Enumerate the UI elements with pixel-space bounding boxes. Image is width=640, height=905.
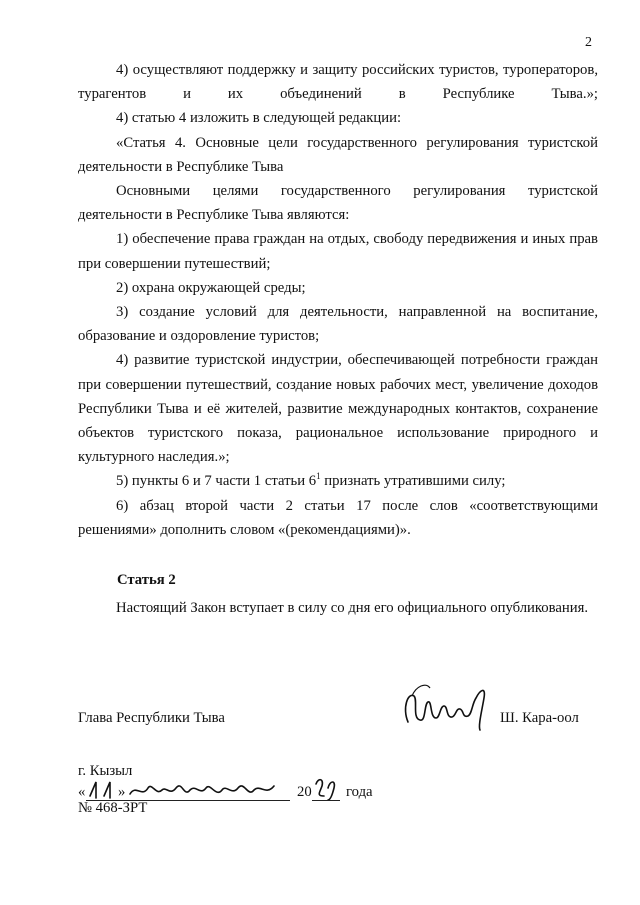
paragraph: Основными целями государственного регулирования туристской деятельности в Республике Тыва являются: [78, 183, 598, 224]
repeal-text: 5) пункты 6 и 7 части 1 статьи 6 [116, 473, 317, 490]
signatory-title: Глава Республики Тыва [78, 710, 225, 726]
paragraph: 4) развитие туристской индустрии, обеспечивающей потребности граждан при совершении путешествий, создание новых рабочих мест, увеличение доходов Республики Тыва и её жителей, развитие международных контактов, сохранение объектов туристского показа, рациональное использование природного и культурного наследия.»; [78, 352, 598, 466]
enactment-text: Настоящий Закон вступает в силу со дня его официального опубликования. [116, 600, 589, 616]
enactment-clause [78, 596, 598, 620]
year-prefix: 20 [297, 784, 312, 800]
paragraph: 2) охрана окружающей среды; [116, 279, 306, 296]
date-open-quote: « [78, 784, 86, 800]
paragraph: «Статья 4. Основные цели государственного регулирования туристской деятельности в Республике Тыва [78, 134, 598, 175]
signature-scribble [400, 678, 492, 734]
date-close-quote: » [118, 784, 126, 800]
paragraph: 4) осуществляют поддержку и защиту российских туристов, туроператоров, турагентов и их объединений в Республике Тыва.»; [78, 62, 598, 103]
article-heading: Статья 2 [117, 572, 176, 588]
law-number: № 468-ЗРТ [78, 800, 148, 816]
place-of-signing: г. Кызыл [78, 763, 133, 779]
paragraph: 6) абзац второй части 2 статьи 17 после слов «соответствующими решениями» дополнить словом «(рекомендациями)». [78, 497, 598, 538]
handwritten-year [314, 774, 338, 802]
signatory-name: Ш. Кара-оол [500, 710, 579, 726]
handwritten-month [126, 776, 286, 802]
article-superscript: 1 [316, 471, 321, 482]
paragraph: 1) обеспечение права граждан на отдых, свободу передвижения и иных прав при совершении путешествий; [78, 231, 598, 272]
year-underline [312, 800, 340, 801]
page-number: 2 [585, 35, 592, 50]
year-suffix: года [346, 784, 373, 800]
amendment-text [78, 58, 598, 542]
repeal-text-end: признать утратившими силу; [320, 473, 506, 490]
paragraph: 4) статью 4 изложить в следующей редакции: [116, 110, 402, 127]
paragraph-repeal [78, 469, 598, 493]
paragraph: 3) создание условий для деятельности, направленной на воспитание, образование и оздоровление туристов; [78, 304, 598, 345]
